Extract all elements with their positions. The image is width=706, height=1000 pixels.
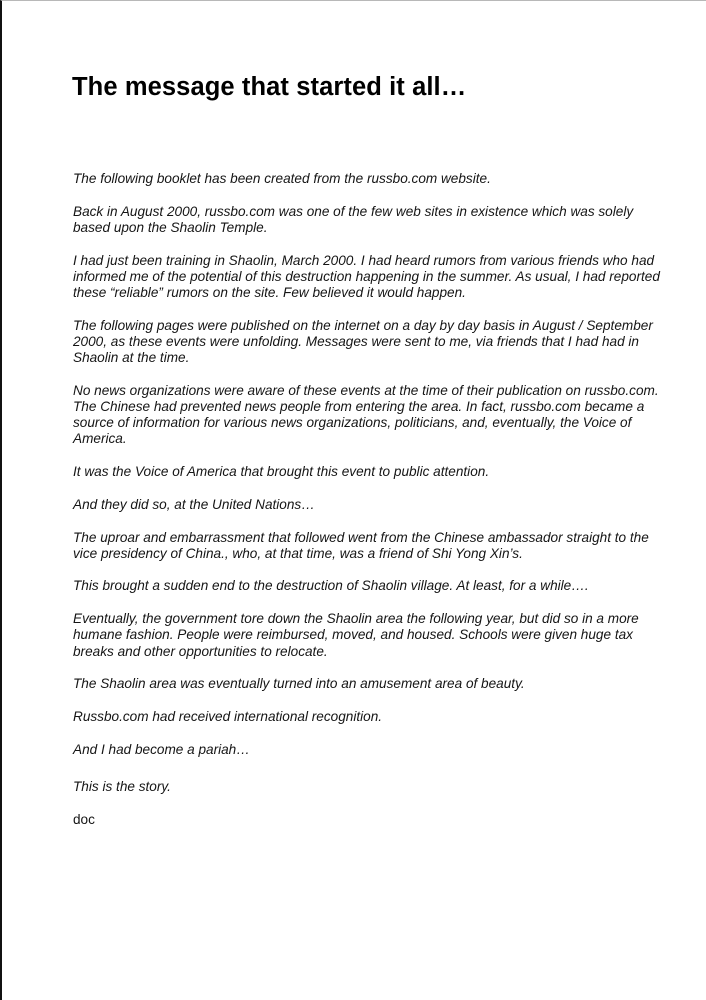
paragraph: Back in August 2000, russbo.com was one of the few web sites in existence which was solely based upon the Shaolin Temple. bbox=[73, 203, 634, 235]
paragraph: The following pages were published on the internet on a day by day basis in August / September 2000, as these events were unfolding. Messages were sent to me, via friends that I had had in Shaolin at the time. bbox=[73, 317, 653, 366]
paragraph: The following booklet has been created from the russbo.com website. bbox=[73, 171, 491, 186]
page-title: The message that started it all… bbox=[72, 73, 467, 101]
paragraph: I had just been training in Shaolin, March 2000. I had heard rumors from various friends who had informed me of the potential of this destruction happening in the summer. As usual, I had reported these “reliable” rumors on the site. Few believed it would happen. bbox=[73, 252, 660, 301]
paragraph: And I had become a pariah… bbox=[73, 741, 250, 757]
paragraph: The uproar and embarrassment that followed went from the Chinese ambassador straight to the vice presidency of China., who, at that time, was a friend of Shi Yong Xin’s. bbox=[73, 529, 649, 561]
paragraph: And they did so, at the United Nations… bbox=[73, 496, 315, 512]
document-body bbox=[73, 171, 673, 844]
signature: doc bbox=[73, 811, 95, 827]
paragraph: Russbo.com had received international recognition. bbox=[73, 708, 383, 724]
paragraph: No news organizations were aware of these events at the time of their publication on russbo.com. The Chinese had prevented news people from entering the area. In fact, russbo.com became a source of information for various news organizations, politicians, and, eventually, the Voice of America. bbox=[73, 382, 659, 447]
paragraph: Eventually, the government tore down the Shaolin area the following year, but did so in a more humane fashion. People were reimbursed, moved, and housed. Schools were given huge tax breaks and other opportunities to relocate. bbox=[73, 611, 639, 659]
paragraph: This brought a sudden end to the destruction of Shaolin village. At least, for a while…. bbox=[73, 578, 589, 594]
paragraph: The Shaolin area was eventually turned into an amusement area of beauty. bbox=[73, 676, 525, 692]
paragraph: It was the Voice of America that brought this event to public attention. bbox=[73, 464, 490, 480]
closing-line: This is the story. bbox=[73, 778, 171, 794]
